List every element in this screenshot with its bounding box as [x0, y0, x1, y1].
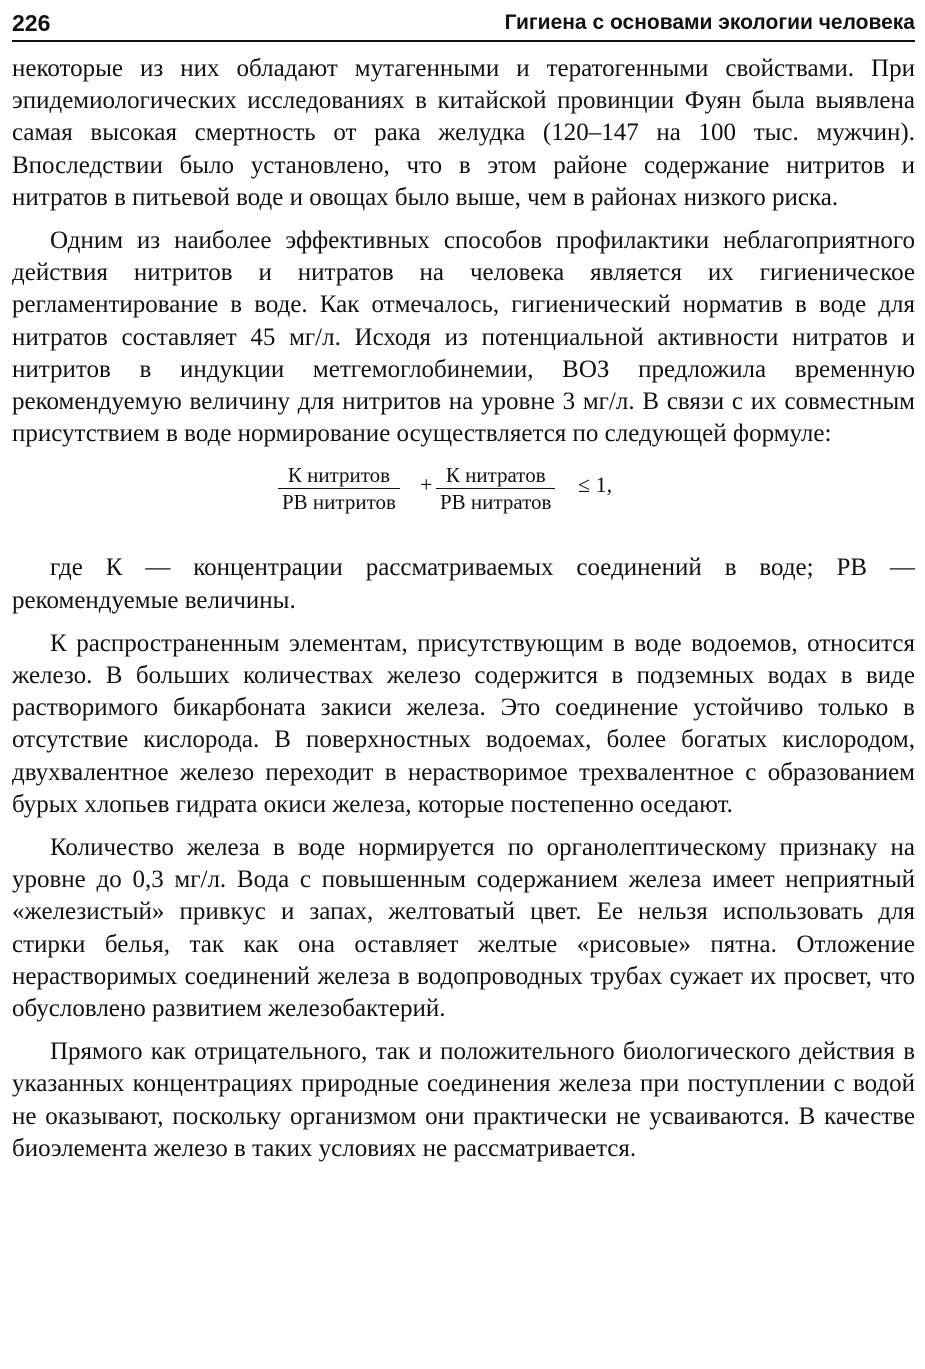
paragraph-2: Одним из наиболее эффективных способов профилактики неблагоприятного действия нитритов и нитратов на человека является их гигиеническое регламентирование в воде. Как отмечалось, гигиенический норматив в воде для нитратов составляет 45 мг/л. Исходя из потенциальной активности нитратов и нитритов в индукции метгемоглобинемии, ВОЗ предложила временную рекомендуемую величину для нитритов на уровне 3 мг/л. В связи с их совместным присутствием в воде нормирование осуществляется по следующей формуле: — [12, 227, 915, 448]
formula-relation: ≤ 1, — [578, 472, 613, 498]
fraction-nitrites — [278, 462, 400, 515]
fraction-nitrates-numerator: К нитратов — [436, 462, 555, 489]
paragraph-1: некоторые из них обладают мутагенными и тератогенными свойствами. При эпидемиологических исследованиях в китайской провинции Фуян была выявлена самая высокая смертность от рака желудка (120–147 на 100 тыс. мужчин). Впоследствии было установлено, что в этом районе содержание нитритов и нитратов в питьевой воде и овощах было выше, чем в районах низкого риска. — [12, 55, 915, 211]
paragraph-3: где К — концентрации рассматриваемых соединений в воде; РВ — рекомендуемые величины. — [12, 554, 915, 614]
fraction-nitrates — [436, 462, 555, 515]
page-body — [12, 53, 915, 1165]
plus-sign: + — [420, 472, 433, 498]
paragraph-5: Количество железа в воде нормируется по органолептическому признаку на уровне до 0,3 мг/л. Вода с повышенным содержанием железа имеет неприятный «железистый» привкус и запах, желтоватый цвет. Ее нельзя использовать для стирки белья, так как она оставляет желтые «рисовые» пятна. Отложение нерастворимых соединений железа в водопроводных трубах сужает их просвет, что обусловлено развитием железобактерий. — [12, 834, 915, 1023]
fraction-nitrates-denominator: РВ нитратов — [440, 490, 552, 515]
fraction-nitrites-denominator: РВ нитритов — [282, 490, 396, 515]
running-title: Гигиена с основами экологии человека — [504, 11, 915, 34]
page-number: 226 — [12, 10, 51, 36]
page-header — [12, 8, 915, 42]
formula — [12, 454, 915, 552]
fraction-nitrites-numerator: К нитритов — [278, 462, 400, 489]
paragraph-6: Прямого как отрицательного, так и положительного биологического действия в указанных концентрациях природные соединения железа при поступлении с водой не оказывают, поскольку организмом они практически не усваиваются. В качестве биоэлемента железо в таких условиях не рассматривается. — [12, 1038, 915, 1162]
paragraph-4: К распространенным элементам, присутствующим в воде водоемов, относится железо. В больших количествах железо содержится в подземных водах в виде растворимого бикарбоната закиси железа. Это соединение устойчиво только в отсутствие кислорода. В поверхностных водоемах, более богатых кислородом, двухвалентное железо переходит в нерастворимое трехвалентное с образованием бурых хлопьев гидрата окиси железа, которые постепенно оседают. — [12, 629, 915, 818]
